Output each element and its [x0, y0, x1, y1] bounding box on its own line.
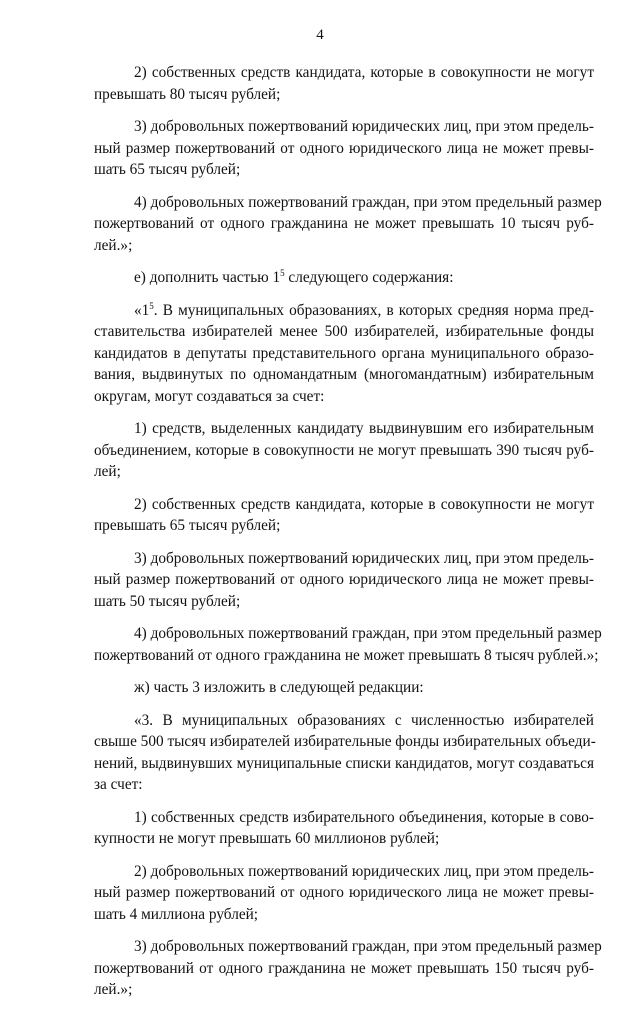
paragraph-line: ный размер пожертвований от одного юридического лица не может превы- [94, 571, 594, 588]
paragraph-line: пожертвований от одного гражданина не может превышать 150 тысяч руб- [94, 959, 594, 977]
paragraph-line: свыше 500 тысяч избирателей избирательные фонды избирательных объеди- [94, 733, 596, 750]
paragraph-line: ный размер пожертвований от одного юридического лица не может превы- [94, 139, 594, 157]
paragraph-line: кандидатов в депутаты представительного органа муниципального образо- [94, 344, 594, 362]
paragraph-legal-entities-4m [94, 861, 594, 926]
paragraph-line [94, 300, 594, 322]
paragraph-line: ный размер пожертвований от одного юридического лица не может превы- [94, 884, 594, 901]
paragraph-line: лей.»; [94, 236, 133, 254]
paragraph-party-own-funds-60m [94, 807, 594, 850]
paragraph-part-3 [94, 710, 594, 796]
paragraph-line [94, 267, 594, 289]
paragraph-part-1-5 [94, 300, 594, 408]
paragraph-own-funds-65 [94, 494, 594, 537]
paragraph-line: за счет: [94, 776, 143, 793]
paragraph-line: 2) собственных средств кандидата, которые в совокупности не могут [134, 64, 594, 81]
paragraph-citizens-150 [94, 936, 602, 1001]
amendment-e-text-end: следующего содержания: [284, 269, 454, 286]
paragraph-party-funds-390 [94, 418, 594, 483]
paragraph-line: шать 50 тысяч рублей; [94, 592, 241, 610]
paragraph-legal-entities-65 [94, 116, 594, 181]
paragraph-citizens-10 [94, 192, 602, 257]
amendment-e-text-start: е) дополнить частью 1 [134, 269, 281, 286]
paragraph-line: ж) часть 3 изложить в следующей редакции: [134, 679, 424, 696]
paragraph-line: 2) собственных средств кандидата, которые в совокупности не могут [134, 495, 594, 513]
paragraph-line: лей; [94, 463, 121, 480]
paragraph-line: 3) добровольных пожертвований юридических лиц, при этом предель- [134, 118, 594, 135]
superscript-index: 5 [149, 300, 154, 311]
paragraph-amendment-e [94, 267, 594, 289]
paragraph-line: объединением, которые в совокупности не могут превышать 390 тысяч руб- [94, 441, 594, 459]
superscript-index: 5 [280, 267, 285, 278]
paragraph-amendment-zh [94, 677, 594, 699]
paragraph-line: 3) добровольных пожертвований граждан, при этом предельный размер [134, 938, 602, 955]
paragraph-line: 3) добровольных пожертвований юридических лиц, при этом предель- [134, 549, 594, 567]
paragraph-line: ставительства избирателей менее 500 избирателей, избирательные фонды [94, 323, 594, 340]
paragraph-own-funds-80 [94, 62, 594, 105]
paragraph-line: 4) добровольных пожертвований граждан, при этом предельный размер [134, 193, 602, 211]
paragraph-line: 1) собственных средств избирательного объединения, которые в сово- [134, 808, 594, 826]
paragraph-line: нений, выдвинувших муниципальные списки кандидатов, могут создаваться [94, 754, 594, 772]
paragraph-citizens-8 [94, 623, 602, 666]
paragraph-line: вания, выдвинутых по одномандатным (многомандатным) избирательным [94, 366, 594, 383]
page-number: 4 [316, 27, 324, 43]
paragraph-line: превышать 80 тысяч рублей; [94, 85, 281, 103]
paragraph-line: «3. В муниципальных образованиях с численностью избирателей [134, 711, 594, 729]
paragraph-line: 2) добровольных пожертвований юридических лиц, при этом предель- [134, 862, 594, 880]
paragraph-line: шать 4 миллиона рублей; [94, 905, 259, 923]
paragraph-line: лей.»; [94, 981, 133, 998]
paragraph-line: пожертвований от одного гражданина не может превышать 10 тысяч руб- [94, 215, 594, 232]
paragraph-line: купности не могут превышать 60 миллионов рублей; [94, 830, 440, 847]
part-1-5-text-start: «1 [134, 301, 150, 319]
paragraph-line: превышать 65 тысяч рублей; [94, 517, 281, 534]
paragraph-line: округам, могут создаваться за счет: [94, 387, 325, 405]
paragraph-line: пожертвований от одного гражданина не может превышать 8 тысяч рублей.»; [94, 646, 599, 664]
paragraph-line: 4) добровольных пожертвований граждан, при этом предельный размер [134, 625, 602, 642]
part-1-5-text-end: . В муниципальных образованиях, в которых средняя норма пред- [153, 301, 594, 319]
paragraph-line: шать 65 тысяч рублей; [94, 161, 241, 178]
paragraph-line: 1) средств, выделенных кандидату выдвинувшим его избирательным [134, 420, 594, 437]
paragraph-legal-entities-50 [94, 548, 594, 613]
document-body [94, 62, 602, 1012]
